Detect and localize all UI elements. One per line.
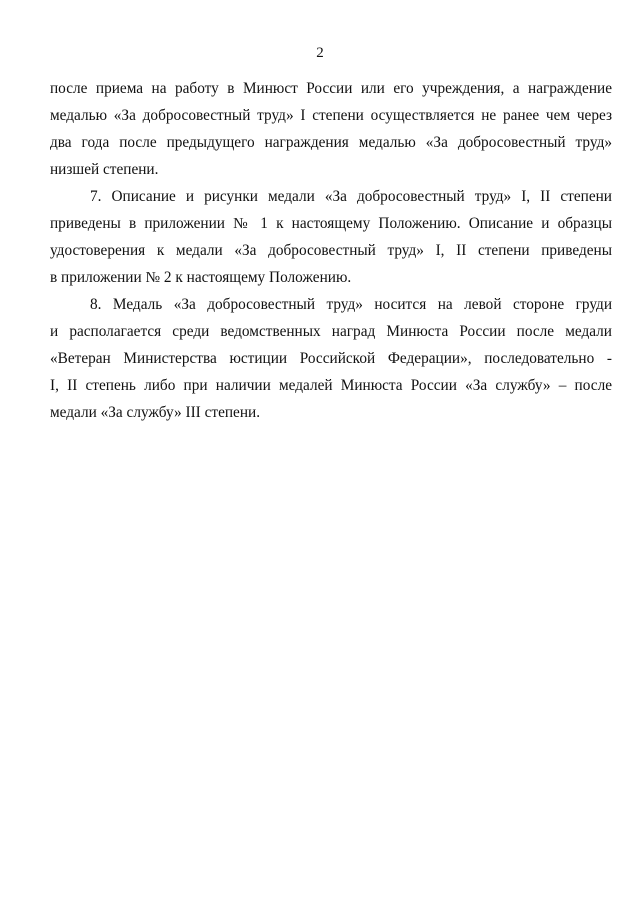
- paragraph-7-line-3: удостоверения к медали «За добросовестный труд» I, II степени приведены: [50, 242, 612, 259]
- paragraph-8-line-1: 8. Медаль «За добросовестный труд» носится на левой стороне груди: [90, 296, 612, 313]
- paragraph-8-line-5: медали «За службу» III степени.: [50, 404, 261, 421]
- paragraph-8-line-3: «Ветеран Министерства юстиции Российской Федерации», последовательно -: [50, 350, 612, 367]
- paragraph-7-line-1: 7. Описание и рисунки медали «За добросовестный труд» I, II степени: [90, 188, 612, 205]
- paragraph-1-line-2: медалью «За добросовестный труд» I степени осуществляется не ранее чем через: [50, 107, 612, 124]
- paragraph-8-line-4: I, II степень либо при наличии медалей Минюста России «За службу» – после: [50, 377, 612, 394]
- paragraph-8-line-2: и располагается среди ведомственных наград Минюста России после медали: [50, 323, 612, 340]
- paragraph-1-line-1: после приема на работу в Минюст России или его учреждения, а награждение: [50, 80, 612, 97]
- paragraph-7-line-2: приведены в приложении № 1 к настоящему Положению. Описание и образцы: [50, 215, 612, 232]
- paragraph-1-line-3: два года после предыдущего награждения медалью «За добросовестный труд»: [50, 134, 612, 151]
- page-number: 2: [316, 45, 324, 61]
- paragraph-1-line-4: низшей степени.: [50, 161, 159, 178]
- paragraph-7-line-4: в приложении № 2 к настоящему Положению.: [50, 269, 352, 286]
